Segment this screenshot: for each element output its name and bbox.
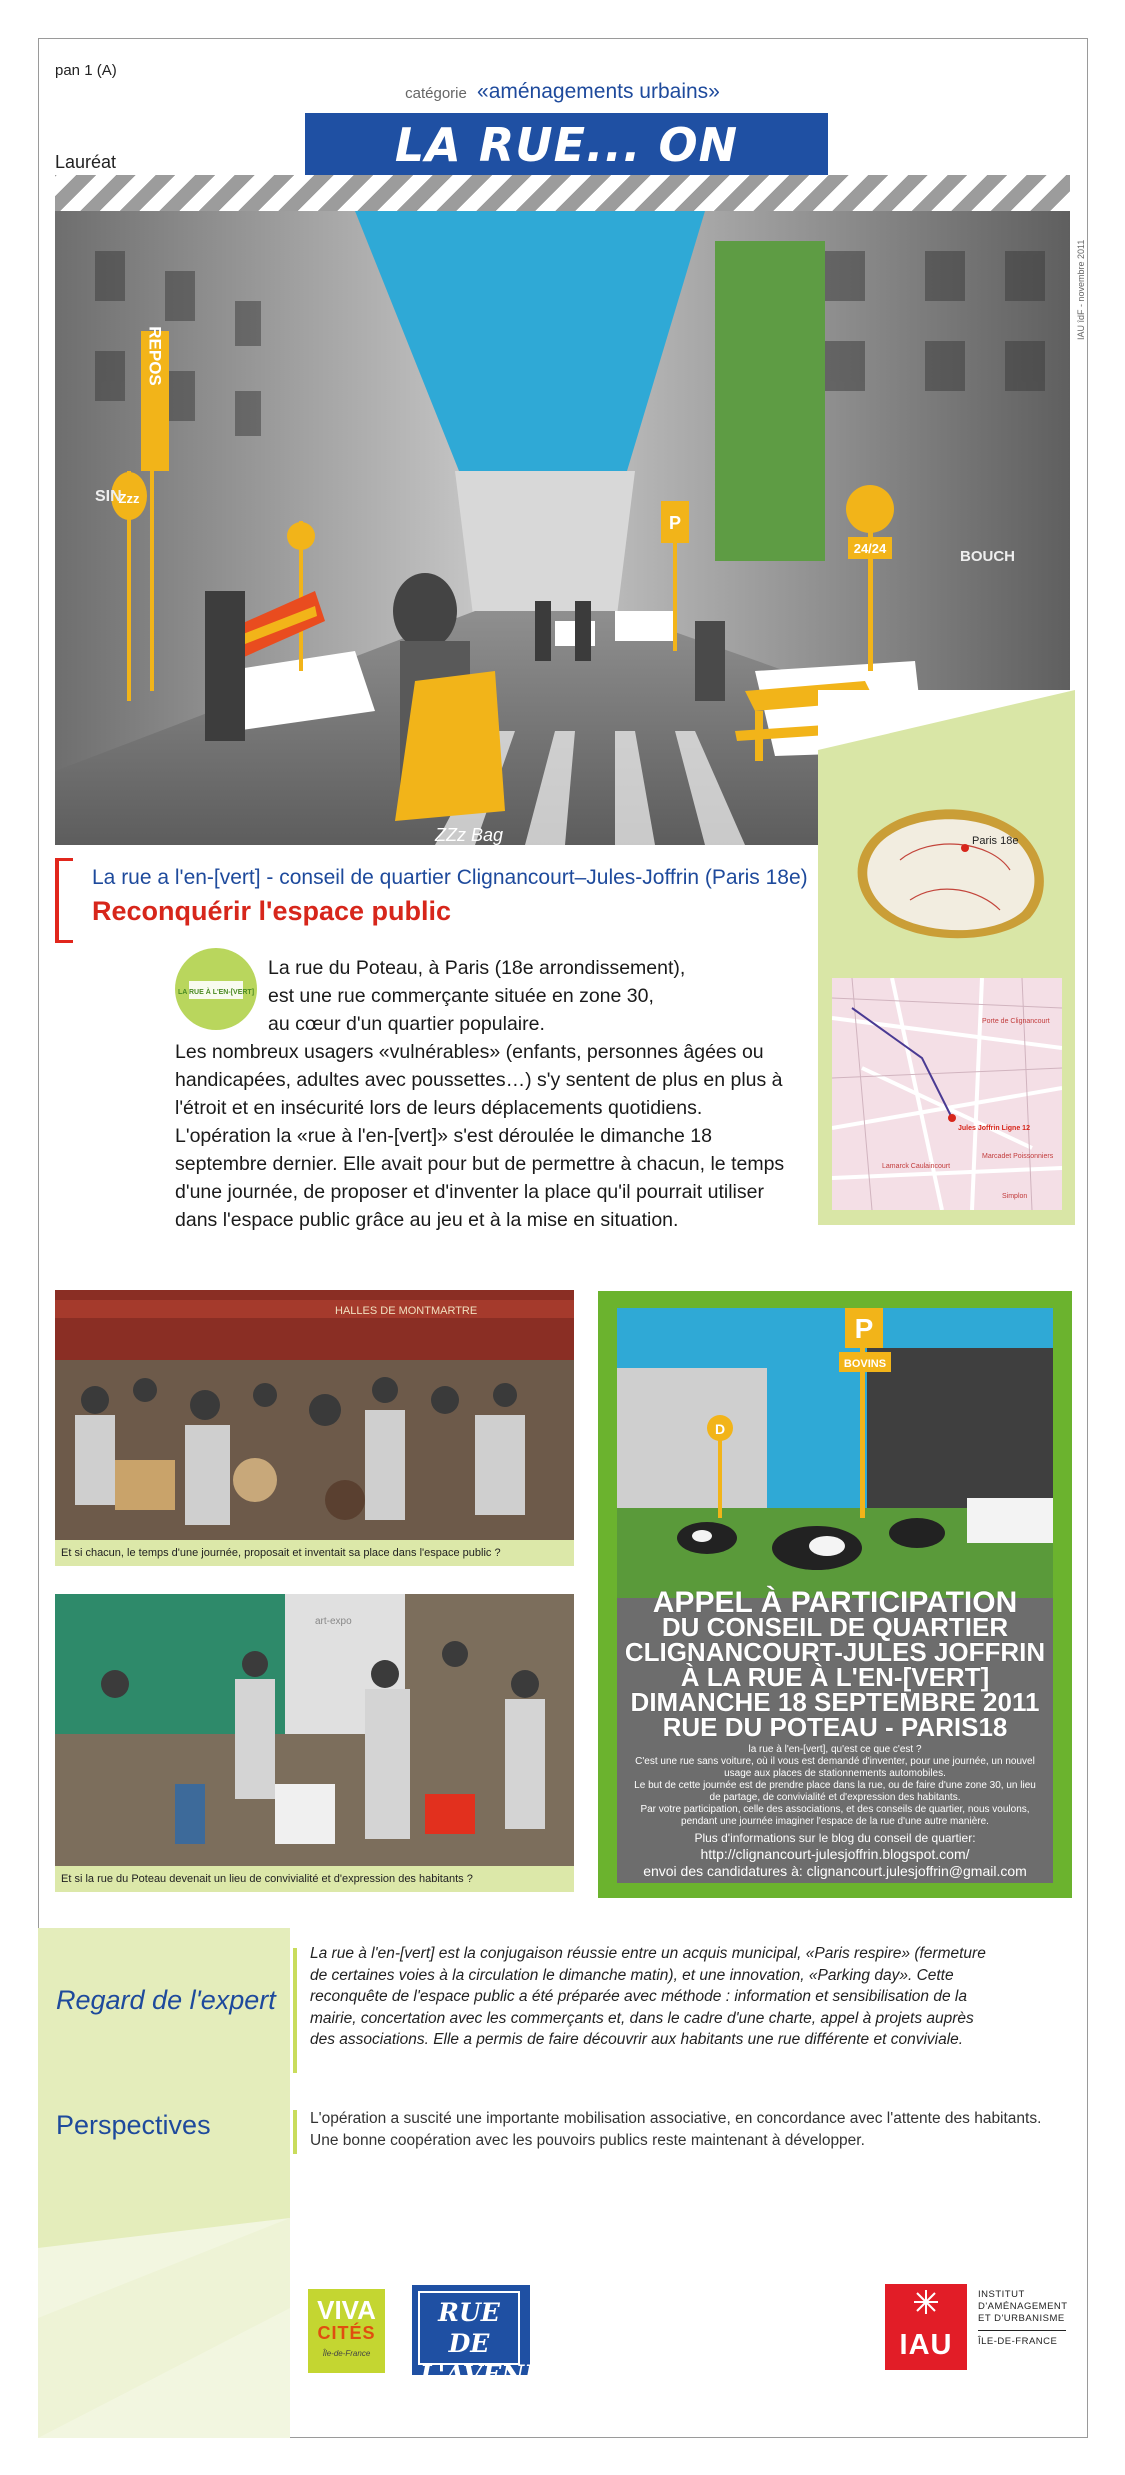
shop-sign-sin: SIN — [95, 488, 122, 505]
rue-de-lavenir-logo — [412, 2285, 557, 2389]
banner-title: LA RUE... ON — [305, 113, 828, 177]
poster-sign-p: P — [854, 1313, 874, 1344]
intro-paragraph: Les nombreux usagers «vulnérables» (enfants, personnes âgées ou handicapées, adultes avec poussettes…) s'y sentent de plus en plus à l'étroit et en insécurité lors de leurs déplacements quotidiens. L'opération la «rue à l'en-[vert]» s'est déroulée le dimanche 18 septembre dernier. Elle avait pour but de permettre à chacun, le temps d'une journée, de proposer et d'inventer la place qu'il pourrait utiliser dans l'espace public grâce au jeu et à la mise en situation. — [175, 1041, 785, 1231]
map-street-1: Porte de Clignancourt — [982, 1018, 1050, 1025]
expert-heading: Regard de l'expert — [56, 1985, 276, 2015]
side-credit-text: IAU îdF - novembre 2011 — [1076, 239, 1086, 340]
project-subtitle: La rue a l'en-[vert] - conseil de quartier Clignancourt–Jules-Joffrin (Paris 18e) — [92, 866, 808, 889]
caption-2: Et si la rue du Poteau devenait un lieu de convivialité et d'expression des habitants ? — [55, 1866, 574, 1892]
avenir-line-2: L'AVENIR — [420, 2360, 557, 2389]
poster-small-2: C'est une rue sans voiture, où il vous est demandé d'inventer, pour une journée, un nouvel usage aux places de stationnements automobiles. — [635, 1756, 1035, 1779]
sign-zzz-bag: ZZz Bag — [435, 825, 504, 845]
avenir-line-1: RUE DE — [438, 2298, 500, 2358]
poster-url[interactable]: http://clignancourt-julesjoffrin.blogspot.com/ — [700, 1846, 970, 1862]
poster-info: Plus d'informations sur le blog du conseil de quartier: — [694, 1831, 976, 1845]
striped-band — [55, 175, 1070, 211]
poster-line-5: DIMANCHE 18 SEPTEMBRE 2011 — [630, 1687, 1040, 1717]
corner-white-mask — [818, 690, 1075, 750]
poster-line-3: CLIGNANCOURT-JULES JOFFRIN — [624, 1637, 1046, 1667]
perspectives-text: L'opération a suscité une importante mobilisation associative, en concordance avec l'attente des habitants. Une bonne coopération avec les pouvoirs publics reste maintenant à développer. — [310, 2110, 1042, 2149]
perspectives-heading: Perspectives — [56, 2110, 211, 2140]
lower-wedge — [38, 2218, 290, 2438]
shop-sign-halles: HALLES DE MONTMARTRE — [335, 1305, 478, 1317]
poster-line-1: APPEL À PARTICIPATION — [652, 1586, 1018, 1619]
viva-line-1: VIVA — [317, 2295, 376, 2325]
project-title: Reconquérir l'espace public — [92, 896, 452, 926]
iau-star-icon — [885, 2284, 967, 2324]
intro-line-3: au cœur d'un quartier populaire. — [268, 1013, 545, 1035]
iau-name-1: INSTITUT — [978, 2289, 1025, 2300]
sign-repos: REPOS — [145, 326, 165, 386]
viva-cites-logo — [308, 2289, 385, 2373]
map-paris-label: Paris 18e — [972, 835, 1019, 847]
intro-text — [175, 954, 795, 1234]
map-street-5: Simplon — [1002, 1193, 1028, 1200]
intro-line-2: est une rue commerçante située en zone 30, — [268, 985, 654, 1007]
iau-region: ÎLE-DE-FRANCE — [978, 2336, 1058, 2347]
poster-small-1: la rue à l'en-[vert], qu'est ce que c'est ? — [748, 1744, 922, 1755]
caption-1: Et si chacun, le temps d'une journée, proposait et inventait sa place dans l'espace public ? — [55, 1540, 574, 1566]
map-street-2: Jules Joffrin Ligne 12 — [958, 1125, 1030, 1132]
sign-zzz: Zzz — [118, 491, 140, 506]
poster-sign-d: D — [714, 1421, 726, 1437]
poster-small-4: Par votre participation, celle des associations, et des conseils de quartier, nous voulons, pendant une journée imaginer l'espace de la rue d'une autre manière. — [640, 1804, 1030, 1827]
expert-rule — [293, 1948, 297, 2073]
viva-line-3: Île-de-France — [322, 2349, 371, 2358]
badge-text: LA RUE À L'EN-[VERT] — [177, 989, 255, 996]
poster-line-2: DU CONSEIL DE QUARTIER — [661, 1612, 1009, 1642]
street-map — [832, 978, 1062, 1210]
perspectives-rule — [293, 2110, 297, 2154]
expert-text: La rue à l'en-[vert] est la conjugaison réussie entre un acquis municipal, «Paris respire» (fermeture de certaines voies à la circulation le dimanche matin), et une innovation, «Parking day». Cette reconquête de l'espace public a été préparée avec méthode : information et sensibilisation de la mairie, concertation avec les commerçants et, dans le cadre d'une charte, appel à projets auprès des associations. Elle a permis de faire découvrir aux habitants une rue différente et conviviale. — [310, 1945, 986, 2048]
crowd-photo-1 — [55, 1290, 574, 1540]
side-credit — [1076, 180, 1090, 340]
poster-line-4: À LA RUE À L'EN-[VERT] — [680, 1662, 990, 1692]
iau-name-3: ET D'URBANISME — [978, 2313, 1065, 2324]
iau-institute-name — [978, 2289, 1078, 2348]
shop-sign-artexpo: art-expo — [315, 1616, 352, 1627]
sign-2424: 24/24 — [853, 541, 887, 556]
poster-email[interactable]: envoi des candidatures à: clignancourt.julesjoffrin@gmail.com — [643, 1863, 1027, 1879]
iau-logo — [885, 2284, 967, 2370]
iau-rule — [978, 2330, 1066, 2331]
category-name: «aménagements urbains» — [477, 80, 720, 103]
paris-outline-map — [840, 800, 1065, 945]
sign-p: P — [668, 513, 682, 533]
category-line — [0, 80, 1125, 104]
poster-line-6: RUE DU POTEAU - PARIS18 — [662, 1712, 1008, 1742]
iau-name-2: D'AMÉNAGEMENT — [978, 2301, 1068, 2312]
poster-small-3: Le but de cette journée est de prendre place dans la rue, ou de faire d'une zone 30, un lieu de partage, de convivialité et d'expression des habitants. — [634, 1780, 1036, 1803]
crowd-photo-2 — [55, 1594, 574, 1866]
panel-label: pan 1 (A) — [55, 62, 117, 79]
laureat-label: Lauréat — [55, 152, 117, 172]
map-street-4: Marcadet Poissonniers — [982, 1153, 1054, 1160]
poster-sign-bovins: BOVINS — [843, 1358, 887, 1370]
iau-mark: IAU — [899, 2329, 953, 2361]
shop-sign-bouch: BOUCH — [960, 548, 1015, 565]
category-prefix: catégorie — [405, 85, 467, 102]
intro-line-1: La rue du Poteau, à Paris (18e arrondissement), — [268, 957, 686, 979]
viva-line-2: CITÉS — [317, 2323, 376, 2343]
title-bracket — [55, 858, 73, 943]
poster-text — [617, 1586, 1053, 1880]
map-street-3: Lamarck Caulaincourt — [882, 1163, 951, 1170]
